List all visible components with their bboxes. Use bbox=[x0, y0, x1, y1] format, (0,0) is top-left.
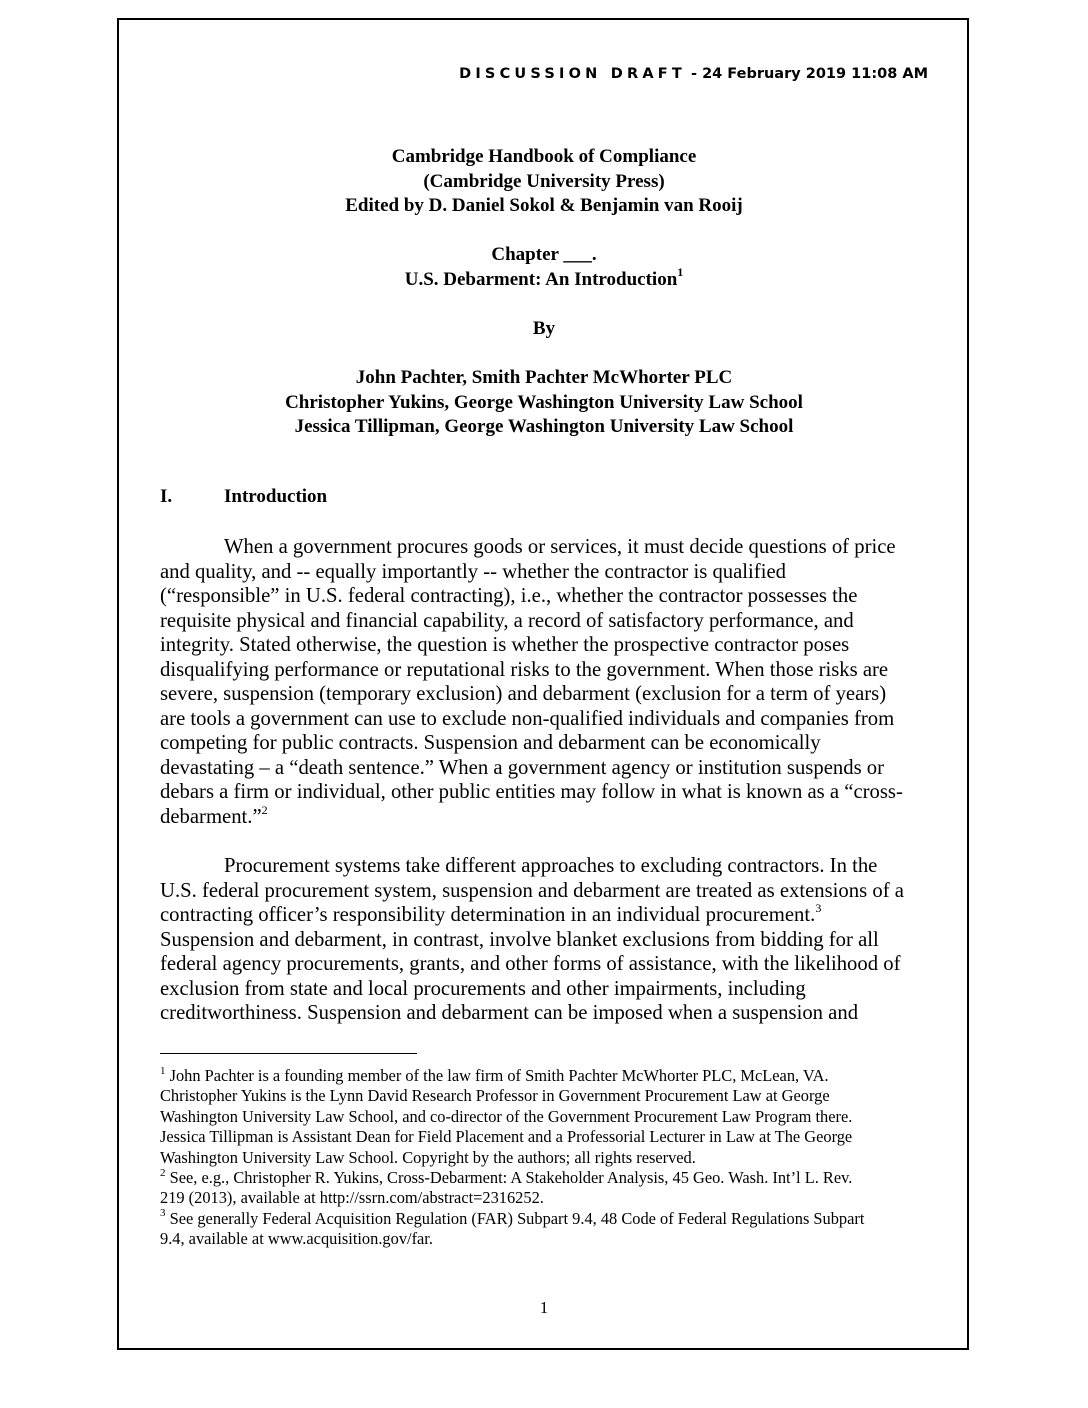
text-line: When a government procures goods or services, it must decide questions of price bbox=[224, 536, 896, 558]
text-line: Suspension and debarment, in contrast, involve blanket exclusions from bidding for all bbox=[160, 928, 879, 951]
footnote-text: See generally Federal Acquisition Regulation (FAR) Subpart 9.4, 48 Code of Federal Regulations Subpart bbox=[165, 1208, 865, 1228]
book-title-block bbox=[160, 145, 928, 219]
footnote-3 bbox=[160, 1209, 940, 1229]
text-line: U.S. federal procurement system, suspension and debarment are treated as extensions of a bbox=[160, 879, 904, 902]
text-line: devastating – a “death sentence.” When a government agency or institution suspends or bbox=[160, 756, 885, 779]
text-line: and quality, and -- equally importantly -- whether the contractor is qualified bbox=[160, 560, 786, 583]
footnote-2 bbox=[160, 1168, 940, 1188]
footnote-1 bbox=[160, 1066, 940, 1086]
publisher: (Cambridge University Press) bbox=[423, 170, 665, 192]
author-line: Jessica Tillipman, George Washington University Law School bbox=[294, 416, 794, 437]
text-line: federal agency procurements, grants, and other forms of assistance, with the likelihood of bbox=[160, 953, 901, 975]
page-number: 1 bbox=[539, 1298, 549, 1317]
text-line: disqualifying performance or reputational risks to the government. When those risks are bbox=[160, 658, 889, 681]
paragraph-1 bbox=[160, 535, 928, 829]
text-line bbox=[160, 903, 928, 928]
footnote-line: Washington University Law School, and co-director of the Government Procurement Law Program there. bbox=[160, 1106, 853, 1126]
chapter-title bbox=[160, 265, 928, 293]
chapter-label: Chapter ___. bbox=[491, 244, 597, 265]
footnote-mark: 3 bbox=[160, 1207, 166, 1220]
text-line: integrity. Stated otherwise, the question is whether the prospective contractor poses bbox=[160, 634, 850, 656]
draft-timestamp: - 24 February 2019 11:08 AM bbox=[685, 66, 928, 82]
text-line: severe, suspension (temporary exclusion) and debarment (exclusion for a term of years) bbox=[160, 683, 887, 705]
footnote-line: Christopher Yukins is the Lynn David Research Professor in Government Procurement Law at George bbox=[160, 1086, 830, 1106]
section-title: Introduction bbox=[224, 486, 328, 507]
section-number: I. bbox=[160, 486, 173, 507]
text-line bbox=[160, 802, 928, 830]
text-line: debars a firm or individual, other public entities may follow in what is known as a “cross- bbox=[160, 781, 903, 803]
editors: Edited by D. Daniel Sokol & Benjamin van Rooij bbox=[345, 195, 743, 216]
text-segment: contracting officer’s responsibility determination in an individual procurement. bbox=[160, 904, 816, 926]
footnote-ref[interactable]: 1 bbox=[677, 265, 684, 280]
text-line: competing for public contracts. Suspension and debarment can be economically bbox=[160, 732, 821, 754]
footnote-line: 219 (2013), available at http://ssrn.com/abstract=2316252. bbox=[160, 1188, 544, 1208]
text-line: requisite physical and financial capability, a record of satisfactory performance, and bbox=[160, 609, 854, 632]
footnote-mark: 2 bbox=[160, 1166, 166, 1179]
footnote-ref[interactable]: 3 bbox=[815, 901, 822, 916]
footnote-text: John Pachter is a founding member of the law firm of Smith Pachter McWhorter PLC, McLean, VA. bbox=[165, 1066, 829, 1085]
draft-header bbox=[0, 66, 928, 82]
text-line: Procurement systems take different approaches to excluding contractors. In the bbox=[224, 855, 878, 877]
authors-block bbox=[160, 366, 928, 440]
footnotes bbox=[160, 1066, 940, 1250]
chapter-title-text: U.S. Debarment: An Introduction bbox=[404, 268, 678, 290]
footnote-line: Jessica Tillipman is Assistant Dean for Field Placement and a Professorial Lecturer in Law at The George bbox=[160, 1127, 853, 1147]
footnote-separator bbox=[160, 1053, 417, 1054]
text-segment: debarment.” bbox=[160, 805, 262, 828]
footnote-line: Washington University Law School. Copyright by the authors; all rights reserved. bbox=[160, 1147, 696, 1167]
text-line: creditworthiness. Suspension and debarment can be imposed when a suspension and bbox=[160, 1002, 859, 1024]
by-line bbox=[160, 317, 928, 342]
section-heading bbox=[160, 486, 327, 508]
text-line: (“responsible” in U.S. federal contracting), i.e., whether the contractor possesses the bbox=[160, 585, 858, 607]
book-title: Cambridge Handbook of Compliance bbox=[391, 146, 697, 167]
footnote-mark: 1 bbox=[160, 1064, 166, 1077]
draft-label: DISCUSSION DRAFT bbox=[459, 66, 686, 82]
chapter-block bbox=[160, 243, 928, 292]
by-label: By bbox=[532, 318, 556, 339]
footnote-ref[interactable]: 2 bbox=[261, 802, 268, 817]
footnote-line: 9.4, available at www.acquisition.gov/far. bbox=[160, 1229, 433, 1249]
text-line: are tools a government can use to exclude non-qualified individuals and companies from bbox=[160, 707, 895, 730]
author-line: John Pachter, Smith Pachter McWhorter PLC bbox=[355, 367, 733, 388]
author-line: Christopher Yukins, George Washington University Law School bbox=[285, 391, 803, 413]
footnote-text: See, e.g., Christopher R. Yukins, Cross-Debarment: A Stakeholder Analysis, 45 Geo. Wash. Int’l L. Rev. bbox=[165, 1168, 853, 1188]
paragraph-2 bbox=[160, 854, 928, 1026]
text-line: exclusion from state and local procurements and other impairments, including bbox=[160, 977, 806, 1000]
